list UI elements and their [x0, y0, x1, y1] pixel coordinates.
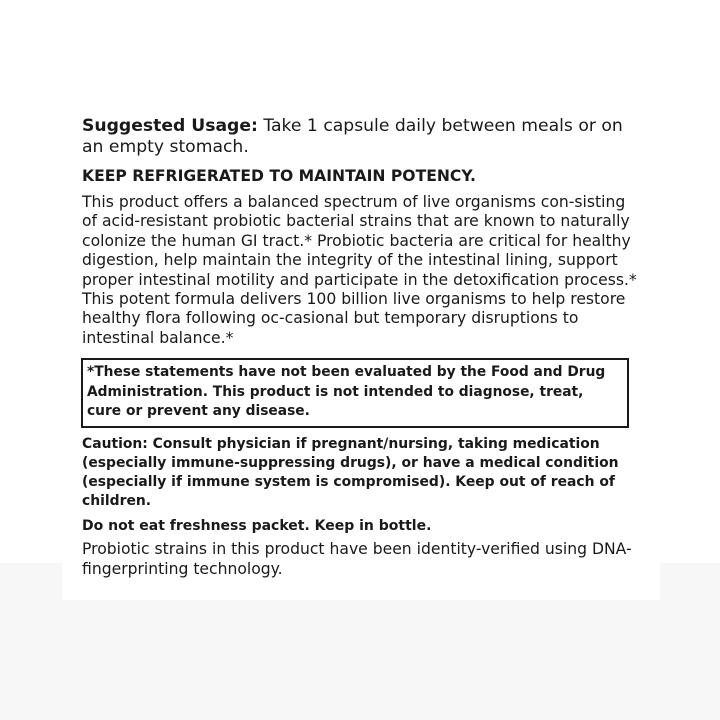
caution-statement: Caution: Consult physician if pregnant/nursing, taking medication (especially immune-suppressing drugs), or have a medical condition (especially if immune system is compromised). Keep out of reach of children.	[82, 435, 619, 509]
suggested-usage-heading: Suggested Usage:	[82, 116, 258, 136]
fda-disclaimer: *These statements have not been evaluated by the Food and Drug Administration. This product is not intended to diagnose, treat, cure or prevent any disease.	[87, 364, 606, 420]
freshness-packet-warning: Do not eat freshness packet. Keep in bottle.	[82, 517, 432, 534]
refrigeration-warning: KEEP REFRIGERATED TO MAINTAIN POTENCY.	[82, 167, 476, 185]
suggested-usage	[82, 116, 642, 158]
dna-verification-note: Probiotic strains in this product have been identity-verified using DNA-fingerprinting technology.	[82, 539, 632, 578]
fda-disclaimer-box	[81, 358, 629, 428]
supplement-label-text	[82, 116, 642, 579]
suggested-usage-text: Take 1 capsule daily between meals or on an empty stomach.	[82, 116, 623, 157]
product-description: This product offers a balanced spectrum of live organisms con-sisting of acid-resistant probiotic bacterial strains that are known to naturally colonize the human GI tract.* Probiotic bacteria are critical for healthy digestion, help maintain the integrity of the intestinal lining, support proper intestinal motility and participate in the detoxification process.* This potent formula delivers 100 billion live organisms to help restore healthy flora following oc-casional but temporary disruptions to intestinal balance.*	[82, 193, 637, 347]
